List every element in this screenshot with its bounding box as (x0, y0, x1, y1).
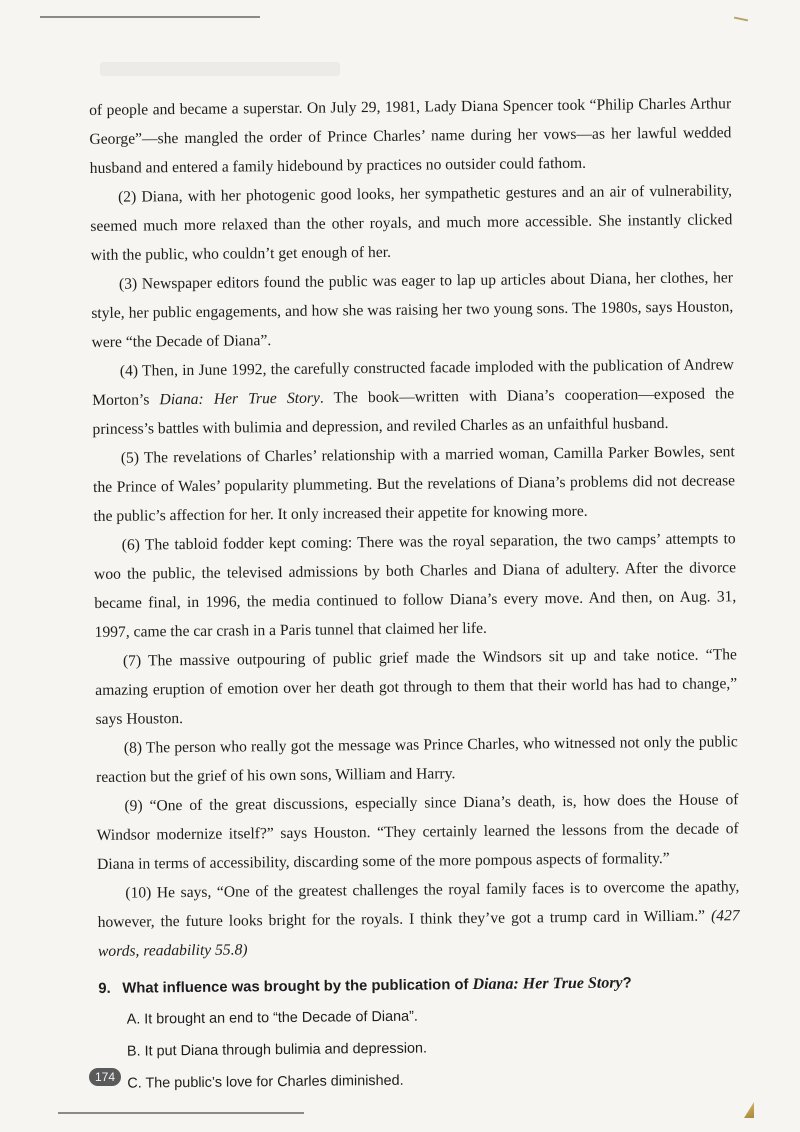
question-book-title: Diana: Her True Story (472, 974, 623, 994)
word-count-note: (427 words, readability 55.8) (97, 907, 740, 960)
question-text-before: What influence was brought by the publication of (122, 977, 473, 997)
paragraph-3: (3) Newspaper editors found the public was eager to lap up articles about Diana, her clothes, her style, her public engagements, and how she was raising her two young sons. The 1980s, says Houston, were “the Decade of Diana”. (91, 269, 734, 351)
book-title: Diana: Her True Story (159, 389, 320, 409)
paragraph-4-text-before: (4) Then, in June 1992, the carefully constructed facade imploded with the publication of Andrew Morton’s (92, 356, 734, 409)
faded-header (100, 62, 340, 76)
paragraph-1-continued: of people and became a superstar. On July 29, 1981, Lady Diana Spencer took “Philip Charles Arthur George”—she mangled the order of Prince Charles’ name during her vows—as her lawful wedded husband and entered a family hidebound by practices no outsider could fathom. (89, 95, 732, 177)
paragraph-4 (92, 350, 735, 444)
paragraph-6: (6) The tabloid fodder kept coming: There was the royal separation, the two camps’ attempts to woo the public, the televised admissions by both Charles and Diana of adultery. After the divorce became final, in 1996, the media continued to follow Diana’s every move. And then, on Aug. 31, 1997, came the car crash in a Paris tunnel that claimed her life. (93, 530, 737, 641)
question-text-after: ? (622, 975, 632, 992)
paragraph-8: (8) The person who really got the message was Prince Charles, who witnessed not only the public reaction but the grief of his own sons, William and Harry. (96, 733, 738, 786)
paragraph-4-text-after: . The book—written with Diana’s cooperation—exposed the princess’s battles with bulimia and depression, and reviled Charles as an unfaithful husband. (92, 385, 735, 438)
bottom-corner-mark (744, 1102, 754, 1118)
paragraph-10 (97, 872, 740, 966)
top-corner-mark (734, 17, 748, 22)
bottom-rule (58, 1112, 304, 1114)
article-body (89, 89, 741, 1100)
paragraph-10-text: (10) He says, “One of the greatest challenges the royal family faces is to overcome the apathy, however, the future looks bright for the royals. I think they’ve got a trump card in William.” (97, 878, 740, 931)
top-rule (40, 16, 260, 18)
question-number: 9. (98, 980, 111, 997)
option-a[interactable]: A. It brought an end to “the Decade of Diana”. (126, 1008, 418, 1028)
paragraph-9: (9) “One of the great discussions, especially since Diana’s death, is, how does the House of Windsor modernize itself?” says Houston. “They certainly learned the lessons from the decade of Diana in terms of accessibility, discarding some of the more pompous aspects of formality.” (96, 791, 739, 873)
page-number: 174 (89, 1068, 121, 1086)
paragraph-2: (2) Diana, with her photogenic good looks, her sympathetic gestures and an air of vulnerability, seemed much more relaxed than the other royals, and much more accessible. She instantly clicked with the public, who couldn’t get enough of her. (90, 182, 733, 264)
paragraph-5: (5) The revelations of Charles’ relationship with a married woman, Camilla Parker Bowles, sent the Prince of Wales’ popularity plummeting. But the revelations of Diana’s problems did not decrease the public’s affection for her. It only increased their appetite for knowing more. (93, 443, 736, 525)
option-b[interactable]: B. It put Diana through bulimia and depression. (126, 1040, 428, 1060)
option-c[interactable]: C. The public’s love for Charles diminished. (127, 1072, 404, 1092)
paragraph-7: (7) The massive outpouring of public grief made the Windsors sit up and take notice. “The amazing eruption of emotion over her death got through to them that their world has had to change,” says Houston. (95, 646, 738, 728)
